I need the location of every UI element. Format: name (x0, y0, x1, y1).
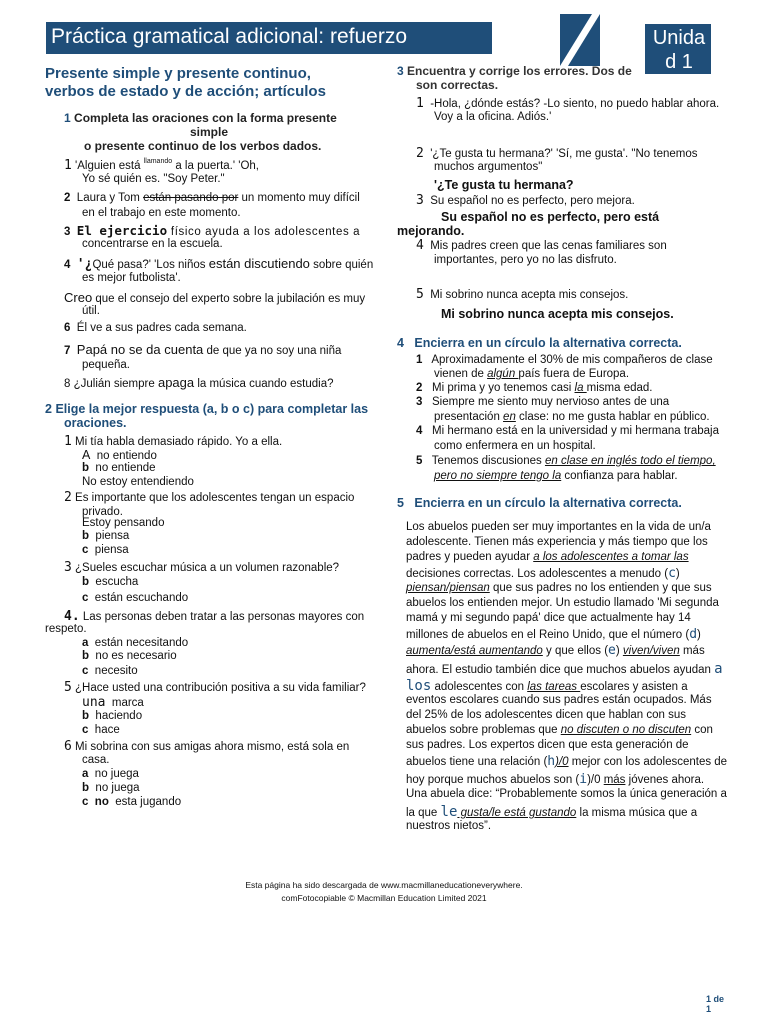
answer-text: Su español no es perfecto, pero está (441, 210, 660, 224)
footer-line-1: Esta página ha sido descargada de www.macmillaneducationeverywhere. (245, 880, 523, 890)
exercise-1-instruction (64, 111, 337, 125)
list-item-cont: como enfermera en un hospital. (434, 440, 596, 452)
list-item: 4 Mis padres creen que las cenas familiares son (416, 238, 667, 253)
option: c hace (82, 724, 120, 736)
option: b no juega (82, 782, 140, 794)
list-item-cont: concentrarse en la escuela. (82, 238, 223, 250)
macmillan-logo-icon (560, 14, 600, 66)
list-item: 6 Él ve a sus padres cada semana. (64, 322, 247, 334)
list-item-cont: útil. (82, 305, 100, 317)
list-item: 5 ¿Hace usted una contribución positiva a su vida familiar? (64, 680, 366, 695)
list-item-cont: vienen de algún país fuera de Europa. (434, 368, 630, 380)
list-item: 4. Las personas deben tratar a las personas mayores con (64, 609, 365, 624)
answer-text: Mi sobrino nunca acepta mis consejos. (441, 307, 674, 321)
exercise-3-instruction: 3 Encuentra y corrige los errores. Dos de (397, 64, 632, 78)
list-item: 3 El ejercicio físico ayuda a los adolescentes a (64, 223, 361, 238)
list-item: 2 '¿Te gusta tu hermana?' 'Sí, me gusta'. "No tenemos (416, 146, 698, 161)
list-item-cont: muchos argumentos" (434, 161, 543, 173)
exercise-1-instruction-3: o presente continuo de los verbos dados. (84, 139, 322, 153)
option: b piensa (82, 530, 130, 542)
instruction-text: Completa las oraciones con la forma presente (74, 111, 337, 125)
list-item: 6 Mi sobrina con sus amigas ahora mismo, está sola en (64, 739, 350, 754)
exercise-3-instruction-2: son correctas. (416, 78, 499, 92)
list-item: 1 Aproximadamente el 30% de mis compañeros de clase (416, 354, 713, 366)
list-item-cont: casa. (82, 754, 110, 766)
list-item-cont: en el trabajo en este momento. (82, 207, 241, 219)
page-number: 1 de 1 (706, 994, 725, 1014)
option: una marca (82, 695, 144, 710)
option: b no es necesario (82, 650, 177, 662)
list-item: 1 Mi tía habla demasiado rápido. Yo a ella. (64, 434, 283, 449)
section-heading-line2: verbos de estado y de acción; artículos (45, 83, 326, 100)
exercise-2-instruction: 2 Elige la mejor respuesta (a, b o c) para completar las (45, 402, 369, 416)
option: A no entiendo (82, 448, 157, 462)
answer-text-cont: mejorando. (397, 224, 465, 238)
list-item: 8 ¿Julián siempre apaga la música cuando estudia? (64, 375, 334, 390)
list-item: 7 Papá no se da cuenta de que ya no soy una niña (64, 342, 342, 357)
exercise-2-instruction-2: oraciones. (64, 416, 127, 430)
answer-text: '¿Te gusta tu hermana? (434, 178, 574, 192)
list-item-cont: presentación en clase: no me gusta hablar en público. (434, 411, 710, 423)
exercise-4-instruction: 4 Encierra en un círculo la alternativa correcta. (397, 336, 682, 350)
list-item-cont: privado. (82, 506, 123, 518)
list-item-cont: es mejor futbolista'. (82, 272, 181, 284)
list-item-cont: Yo sé quién es. "Soy Peter." (82, 173, 225, 185)
option: No estoy entendiendo (82, 476, 194, 488)
list-item-cont: pequeña. (82, 359, 130, 371)
option: c están escuchando (82, 592, 189, 604)
exercise-5-instruction: 5 Encierra en un círculo la alternativa correcta. (397, 496, 682, 510)
list-item: 1 'Alguien está $^{llamando}$ a la puerta.' 'Oh, (64, 158, 259, 173)
list-item: 4 '¿Qué pasa?' 'Los niños están discutiendo sobre quién (64, 256, 374, 272)
list-item-cont: importantes, pero yo no las disfruto. (434, 254, 617, 266)
option: c necesito (82, 665, 138, 677)
list-item: Creo que el consejo del experto sobre la jubilación es muy (64, 290, 366, 305)
list-item: 3 Su español no es perfecto, pero mejora. (416, 193, 635, 208)
list-item-cont: pero no siempre tengo la confianza para hablar. (434, 470, 678, 482)
option: b no entiende (82, 462, 156, 474)
list-item: 5 Mi sobrino nunca acepta mis consejos. (416, 287, 629, 302)
list-item: 2 Laura y Tom están pasando por un momento muy difícil (64, 192, 360, 204)
option: b haciendo (82, 710, 143, 722)
option: a están necesitando (82, 637, 189, 649)
option: c no esta jugando (82, 796, 182, 808)
list-item: 3 ¿Sueles escuchar música a un volumen razonable? (64, 560, 340, 575)
list-item: 4 Mi hermano está en la universidad y mi hermana trabaja (416, 425, 720, 437)
list-item-cont: Voy a la oficina. Adiós.' (434, 111, 552, 123)
title-bar (46, 22, 492, 54)
list-item: 2 Mi prima y yo tenemos casi la misma edad. (416, 382, 653, 394)
option: Estoy pensando (82, 517, 165, 529)
exercise-number: 1 (64, 111, 71, 125)
unit-badge (645, 24, 711, 74)
list-item-cont: respeto. (45, 623, 87, 635)
unit-label: Unidad 1 (652, 27, 706, 73)
list-item: 1 -Hola, ¿dónde estás? -Lo siento, no puedo hablar ahora. (416, 96, 720, 111)
option: c piensa (82, 544, 129, 556)
list-item: 5 Tenemos discusiones en clase en inglés todo el tiempo, (416, 455, 716, 467)
option: a no juega (82, 768, 139, 780)
exercise-1-instruction-2: simple (190, 125, 229, 139)
list-item: 3 Siempre me siento muy nervioso antes de una (416, 396, 670, 408)
option: b escucha (82, 576, 139, 588)
section-heading-line1: Presente simple y presente continuo, (45, 65, 311, 82)
footer-line-2: comFotocopiable © Macmillan Education Limited 2021 (281, 893, 487, 903)
list-item: 2 Es importante que los adolescentes tengan un espacio (64, 490, 355, 505)
page-title: Práctica gramatical adicional: refuerzo (51, 25, 407, 48)
